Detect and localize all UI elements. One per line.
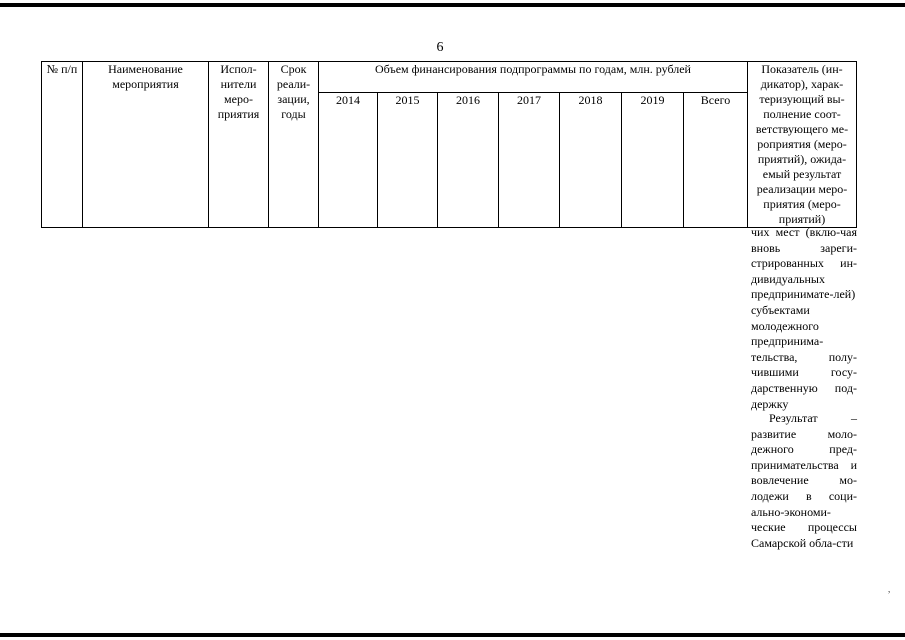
header-total: Всего [684, 92, 748, 227]
page-border-bottom [0, 633, 905, 637]
header-year-2016: 2016 [438, 92, 499, 227]
header-year-2014: 2014 [319, 92, 378, 227]
header-indicator: Показатель (ин-дикатор), харак-теризующий вы-полнение соот-ветствующего ме-роприятия (меро-приятий), ожида-емый результат реализации меро-приятия (меро-приятий) [748, 62, 857, 228]
header-term: Срок реали-зации, годы [269, 62, 319, 228]
header-executors: Испол-нители меро-приятия [209, 62, 269, 228]
result-text: Результат – развитие моло-дежного пред-принимательства и вовлечение мо-лодежи в соци-ально-экономи-ческие процессы Самарской обла-сти [751, 411, 857, 550]
page-number: 6 [436, 40, 444, 55]
program-table [41, 61, 857, 228]
page-border-top [0, 3, 905, 7]
scan-speck: , [888, 584, 891, 594]
header-funding: Объем финансирования подпрограммы по годам, млн. рублей [319, 62, 748, 93]
header-measure-name: Наименование мероприятия [83, 62, 209, 228]
header-year-2015: 2015 [378, 92, 438, 227]
header-year-2019: 2019 [622, 92, 684, 227]
header-year-2018: 2018 [560, 92, 622, 227]
header-year-2017: 2017 [499, 92, 560, 227]
indicator-continuation-text: чих мест (вклю-чая вновь зареги-стрированных ин-дивидуальных предпринимате-лей) субъектами молодежного предпринима-тельства, полу-чившими госу-дарственную под-держку [751, 225, 857, 411]
header-number: № п/п [42, 62, 83, 228]
